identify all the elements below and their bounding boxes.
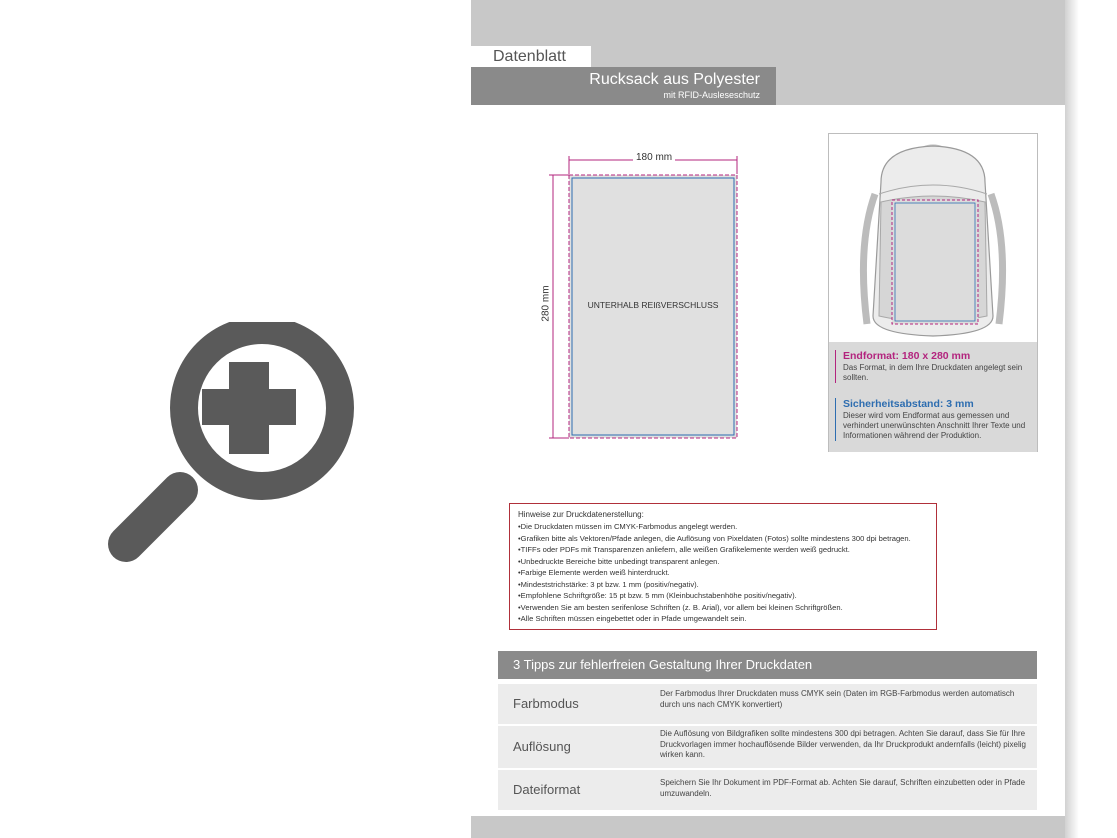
safety-text: Dieser wird vom Endformat aus gemessen und verhindert unerwünschten Anschnitt Ihrer Texte und Informationen während der Produktion. [843,411,1026,440]
width-label: 180 mm [633,152,675,163]
hints-list [518,521,928,625]
backpack-image [829,134,1037,342]
print-area-diagram [541,150,751,450]
format-info [829,342,1037,452]
tip-row-aufloesung [498,726,1037,768]
tip-label: Farbmodus [513,696,579,711]
zoom-in-icon[interactable] [100,322,360,582]
product-title-bar [471,67,776,105]
height-label: 280 mm [541,282,552,324]
tip-text: Der Farbmodus Ihrer Druckdaten muss CMYK sein (Daten im RGB-Farbmodus werden automatisch durch uns nach CMYK konvertiert) [660,689,1015,709]
hint-item: • Verwenden Sie am besten serifenlose Schriften (z. B. Arial), vor allem bei kleinen Schriftgrößen. [518,602,928,614]
hint-item: • Alle Schriften müssen eingebettet oder in Pfade umgewandelt sein. [518,613,928,625]
tip-text: Die Auflösung von Bildgrafiken sollte mindestens 300 dpi betragen. Achten Sie darauf, dass Sie für Ihre Druckvorlagen immer hochauflösende Bilder verwenden, da Ihr Druckprodukt andernfalls (leicht) pixelig wirken kann. [660,729,1026,759]
endformat-info [835,350,1031,383]
hint-item: • Unbedruckte Bereiche bitte unbedingt transparent anlegen. [518,556,928,568]
hint-item: • Mindeststrichstärke: 3 pt bzw. 1 mm (positiv/negativ). [518,579,928,591]
tip-label: Dateiformat [513,782,581,797]
endformat-title: Endformat: 180 x 280 mm [843,350,971,362]
hints-title: Hinweise zur Druckdatenerstellung: [518,510,644,519]
product-subtitle: mit RFID-Ausleseschutz [663,90,760,100]
endformat-text: Das Format, in dem Ihre Druckdaten angelegt sein sollten. [843,363,1023,382]
footer-band [471,816,1065,838]
product-title: Rucksack aus Polyester [589,71,760,88]
hint-item: • Empfohlene Schriftgröße: 15 pt bzw. 5 mm (Kleinbuchstabenhöhe positiv/negativ). [518,590,928,602]
hint-item: • Farbige Elemente werden weiß hinterdruckt. [518,567,928,579]
product-preview-box [828,133,1038,452]
hint-item: • TIFFs oder PDFs mit Transparenzen anliefern, alle weißen Grafikelemente werden weiß gedruckt. [518,544,928,556]
area-label: UNTERHALB REIßVERSCHLUSS [587,300,719,310]
print-data-hints [509,503,937,630]
tips-header: 3 Tipps zur fehlerfreien Gestaltung Ihrer Druckdaten [498,651,1037,679]
safety-title: Sicherheitsabstand: 3 mm [843,398,974,410]
page-shadow [1065,0,1079,838]
tip-row-dateiformat [498,770,1037,810]
hint-item: • Grafiken bitte als Vektoren/Pfade anlegen, die Auflösung von Pixeldaten (Fotos) sollte mindestens 300 dpi betragen. [518,533,928,545]
hint-item: • Die Druckdaten müssen im CMYK-Farbmodus angelegt werden. [518,521,928,533]
tip-text: Speichern Sie Ihr Dokument im PDF-Format ab. Achten Sie darauf, Schriften einzubetten oder in Pfade umzuwandeln. [660,778,1026,798]
tip-row-farbmodus [498,684,1037,724]
tip-label: Auflösung [513,739,571,754]
datasheet-tab: Datenblatt [471,46,591,67]
datasheet-page [471,0,1065,838]
safety-info [835,398,1031,441]
